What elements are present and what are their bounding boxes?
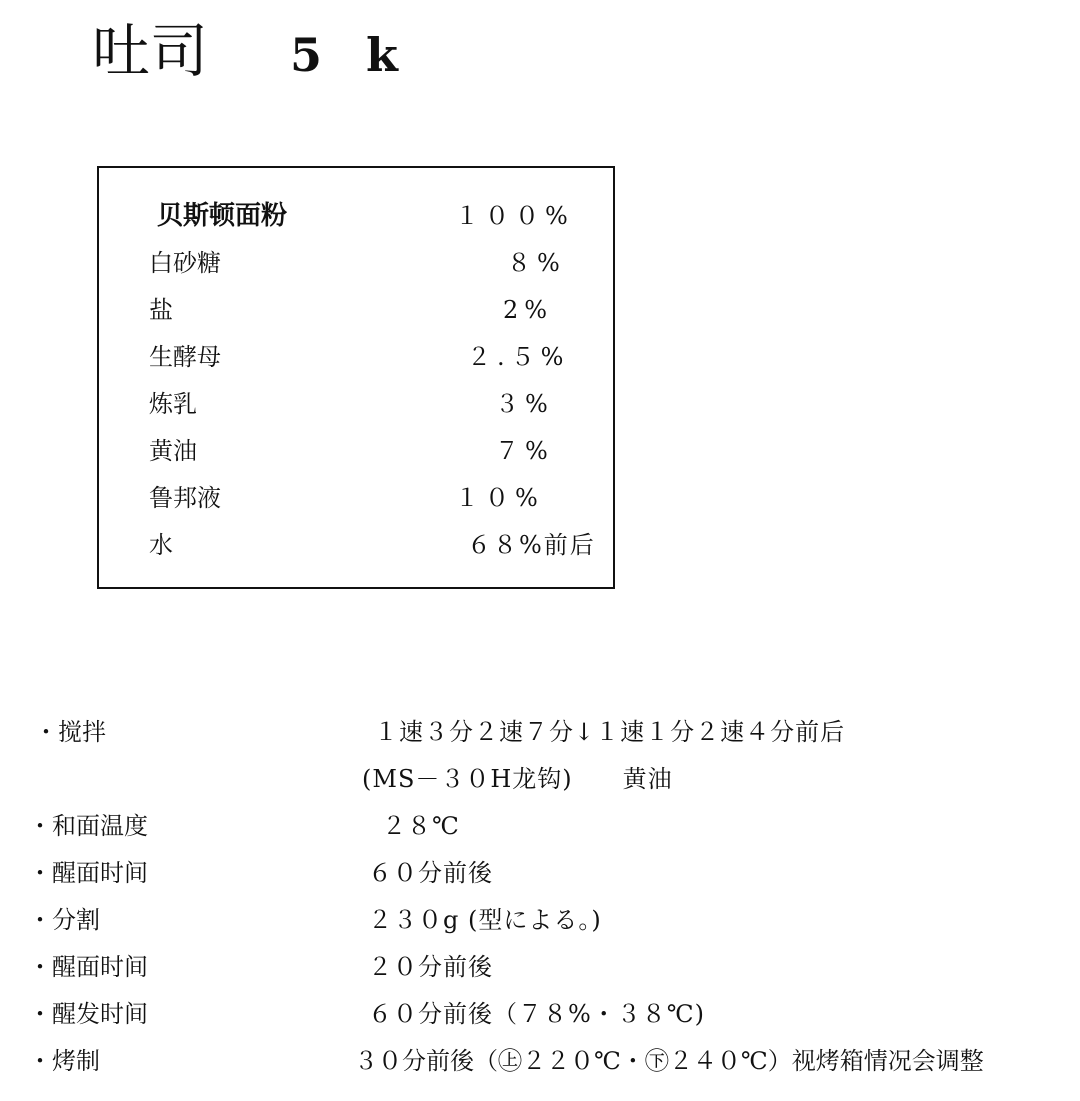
ingredient-table xyxy=(97,166,615,589)
ingredient-amount: ８% xyxy=(507,249,566,277)
ingredient-amount: ２.５% xyxy=(467,343,570,371)
step-value: ６０分前後 xyxy=(368,859,493,887)
page-title: 吐司 xyxy=(92,17,209,85)
step-value: (MS－３０H龙钩) 黄油 xyxy=(362,765,673,793)
step-label: ・醒面时间 xyxy=(28,859,148,887)
ingredient-name: 盐 xyxy=(149,296,173,324)
ingredient-amount: ７% xyxy=(495,437,554,465)
step-value: ２８℃ xyxy=(382,812,460,840)
ingredient-name: 白砂糖 xyxy=(149,249,221,277)
step-label: ・分割 xyxy=(28,906,100,934)
ingredient-name: 黄油 xyxy=(149,437,197,465)
ingredient-name: 炼乳 xyxy=(149,390,197,418)
step-value: ２０分前後 xyxy=(368,953,493,981)
ingredient-amount: 2% xyxy=(503,296,554,324)
ingredient-name: 生酵母 xyxy=(149,343,221,371)
ingredient-name: 鲁邦液 xyxy=(149,484,221,512)
step-value: ６０分前後（７８%・３８℃) xyxy=(368,1000,706,1028)
ingredient-amount: １００% xyxy=(455,202,574,230)
ingredient-amount: ３% xyxy=(495,390,554,418)
step-value: ２３０g (型による。) xyxy=(368,906,602,934)
step-label: ・醒发时间 xyxy=(28,1000,148,1028)
step-label: ・醒面时间 xyxy=(28,953,148,981)
step-label: ・烤制 xyxy=(28,1047,100,1075)
step-label: ・搅拌 xyxy=(34,718,106,746)
ingredient-name: 贝斯顿面粉 xyxy=(157,201,288,231)
ingredient-amount: ６８%前后 xyxy=(467,531,596,559)
batch-size: 5 k xyxy=(290,28,412,82)
ingredient-name: 水 xyxy=(149,531,173,559)
step-value: １速３分２速７分↓１速１分２速４分前后 xyxy=(374,718,846,746)
step-label: ・和面温度 xyxy=(28,812,148,840)
step-value: ３０分前後（㊤２２０℃・㊦２４０℃）视烤箱情况会调整 xyxy=(354,1047,984,1075)
ingredient-amount: １０% xyxy=(455,484,544,512)
